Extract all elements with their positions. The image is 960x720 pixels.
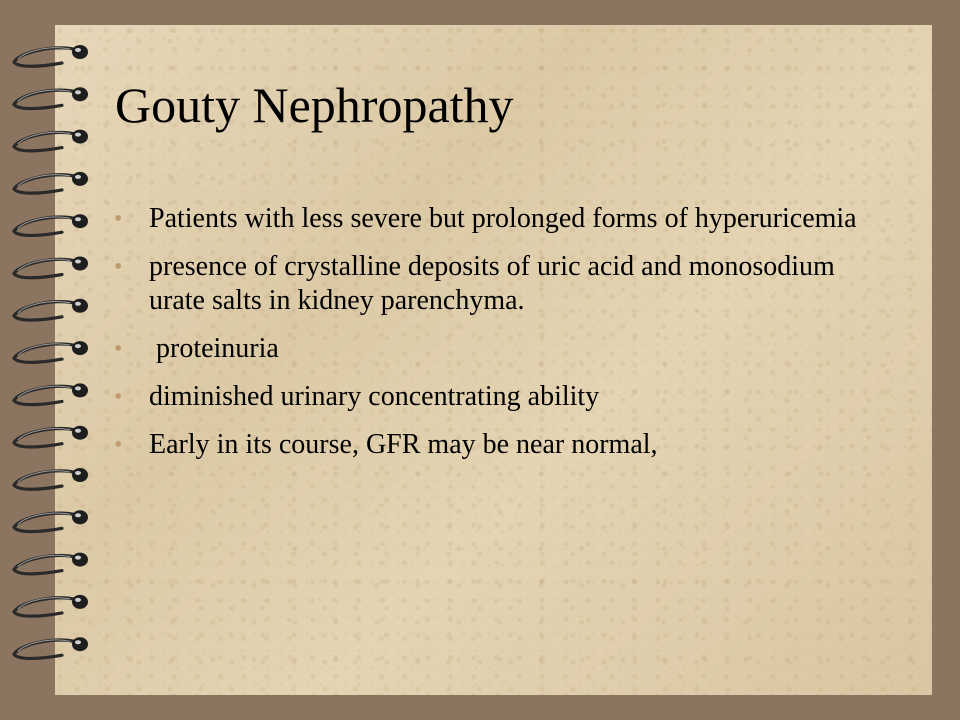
- spiral-ring: [14, 426, 88, 447]
- bullet-icon: •: [114, 336, 123, 362]
- spiral-ring: [14, 553, 88, 574]
- spiral-ring: [14, 172, 88, 193]
- spiral-ring: [14, 383, 88, 404]
- spiral-ring: [14, 341, 88, 362]
- spiral-ring: [14, 510, 88, 531]
- bullet-icon: •: [114, 384, 123, 410]
- spiral-ring: [14, 130, 88, 151]
- spiral-ring: [14, 595, 88, 616]
- bullet-item: [112, 250, 892, 318]
- bullet-list: [112, 202, 892, 476]
- spiral-ring: [14, 214, 88, 235]
- slide-title: Gouty Nephropathy: [115, 77, 514, 133]
- spiral-ring: [14, 468, 88, 489]
- spiral-ring: [14, 45, 88, 66]
- spiral-ring: [14, 637, 88, 658]
- spiral-ring: [14, 87, 88, 108]
- bullet-icon: •: [114, 432, 123, 458]
- bullet-text: diminished urinary concentrating ability: [149, 381, 600, 412]
- bullet-text: Early in its course, GFR may be near normal,: [149, 429, 658, 460]
- bullet-text: Patients with less severe but prolonged forms of hyperuricemia: [149, 203, 857, 234]
- spiral-binding: [0, 0, 110, 720]
- bullet-item: [112, 202, 892, 236]
- bullet-item: [112, 332, 892, 366]
- bullet-text: presence of crystalline deposits of uric acid and monosodium urate salts in kidney parenchyma.: [149, 251, 835, 316]
- bullet-item: [112, 428, 892, 462]
- bullet-text: proteinuria: [149, 333, 279, 364]
- bullet-icon: •: [114, 206, 123, 232]
- spiral-ring: [14, 257, 88, 278]
- bullet-icon: •: [114, 254, 123, 280]
- bullet-item: [112, 380, 892, 414]
- spiral-ring: [14, 299, 88, 320]
